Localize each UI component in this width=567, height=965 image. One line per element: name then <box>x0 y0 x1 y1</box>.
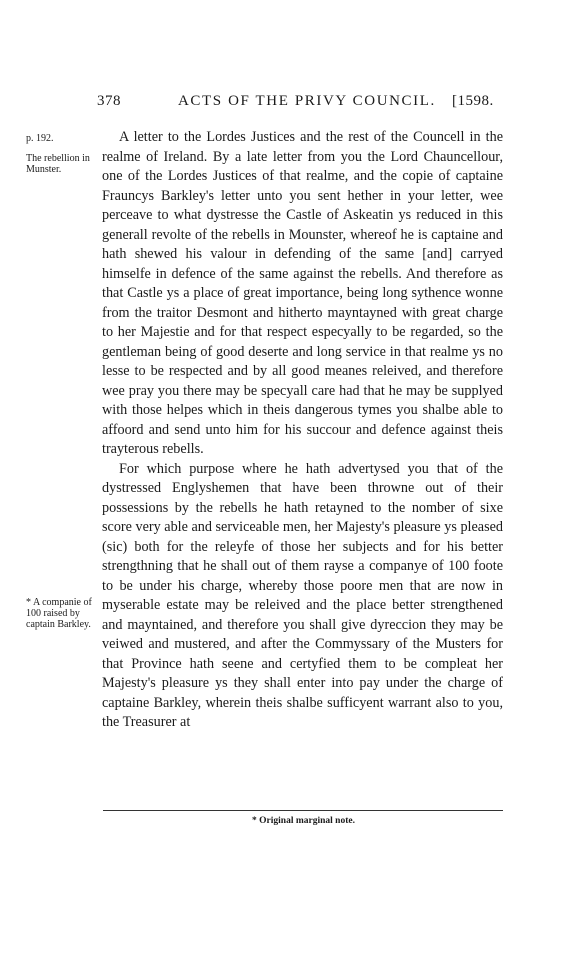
margin-page-ref: p. 192. <box>26 133 54 144</box>
paragraph-purpose: For which purpose where he hath advertysed you that of the dystressed Englyshemen that have been throwne out of their possessions by the rebells he hath retayned to the nomber of sixe score very able and serviceable men, her Majesty's pleasure ys pleased (sic) both for the releyfe of those her subjects and for his better strengthning that he shall out of them rayse a companye of 100 foote to be under his charge, whereby those poore men that are now in myserable estate may be releived and the place better strengthened and mayntained, and therefore you shall give dyreccion they may be veiwed and mustered, and after the Commyssary of the Musters for that Province hath seene and certyfied them to be compleat her Majesty's pleasure ys they shall enter into pay under the charge of captaine Barkley, wherein theis shalbe sufficyent warrant also to you, the Treasurer at <box>102 460 503 730</box>
main-text <box>102 128 503 733</box>
margin-note-rebellion: The rebellion in Munster. <box>26 153 90 175</box>
margin-note-companie: * A companie of 100 raised by captain Barkley. <box>26 597 92 630</box>
page-header <box>0 93 567 115</box>
footnote: * Original marginal note. <box>252 816 355 826</box>
paragraph-letter: A letter to the Lordes Justices and the rest of the Councell in the realme of Ireland. By a late letter from you the Lord Chauncellour, one of the Lordes Justices of that realme, and the copie of captaine Frauncys Barkley's letter unto you sent hether in your letter, wee perceave to what dystresse the Castle of Askeatin ys reduced in this generall revolte of the rebells in Mounster, whereof he is captaine and hath shewed his valour in defending of the same [and] carryed himselfe in defence of the same against the rebells. And therefore as that Castle ys a place of great importance, being long sythence wonne from the traitor Desmont and hitherto mayntayned with great charge to her Majestie and for that respect especyally to be regarded, so the gentleman being of good deserte and long service in that realme ys no lesse to be respected and by all good meanes releived, and therefore wee pray you there may be specyall care had that he may be supplyed with those helpes which in theis dangerous tymes you shalbe able to affoord and send unto him for his succour and defence against theis trayterous rebells. <box>102 129 503 457</box>
running-year: [1598. <box>452 93 494 109</box>
running-title: ACTS OF THE PRIVY COUNCIL. <box>178 93 436 109</box>
footnote-rule <box>103 810 503 811</box>
page-number: 378 <box>97 93 121 109</box>
